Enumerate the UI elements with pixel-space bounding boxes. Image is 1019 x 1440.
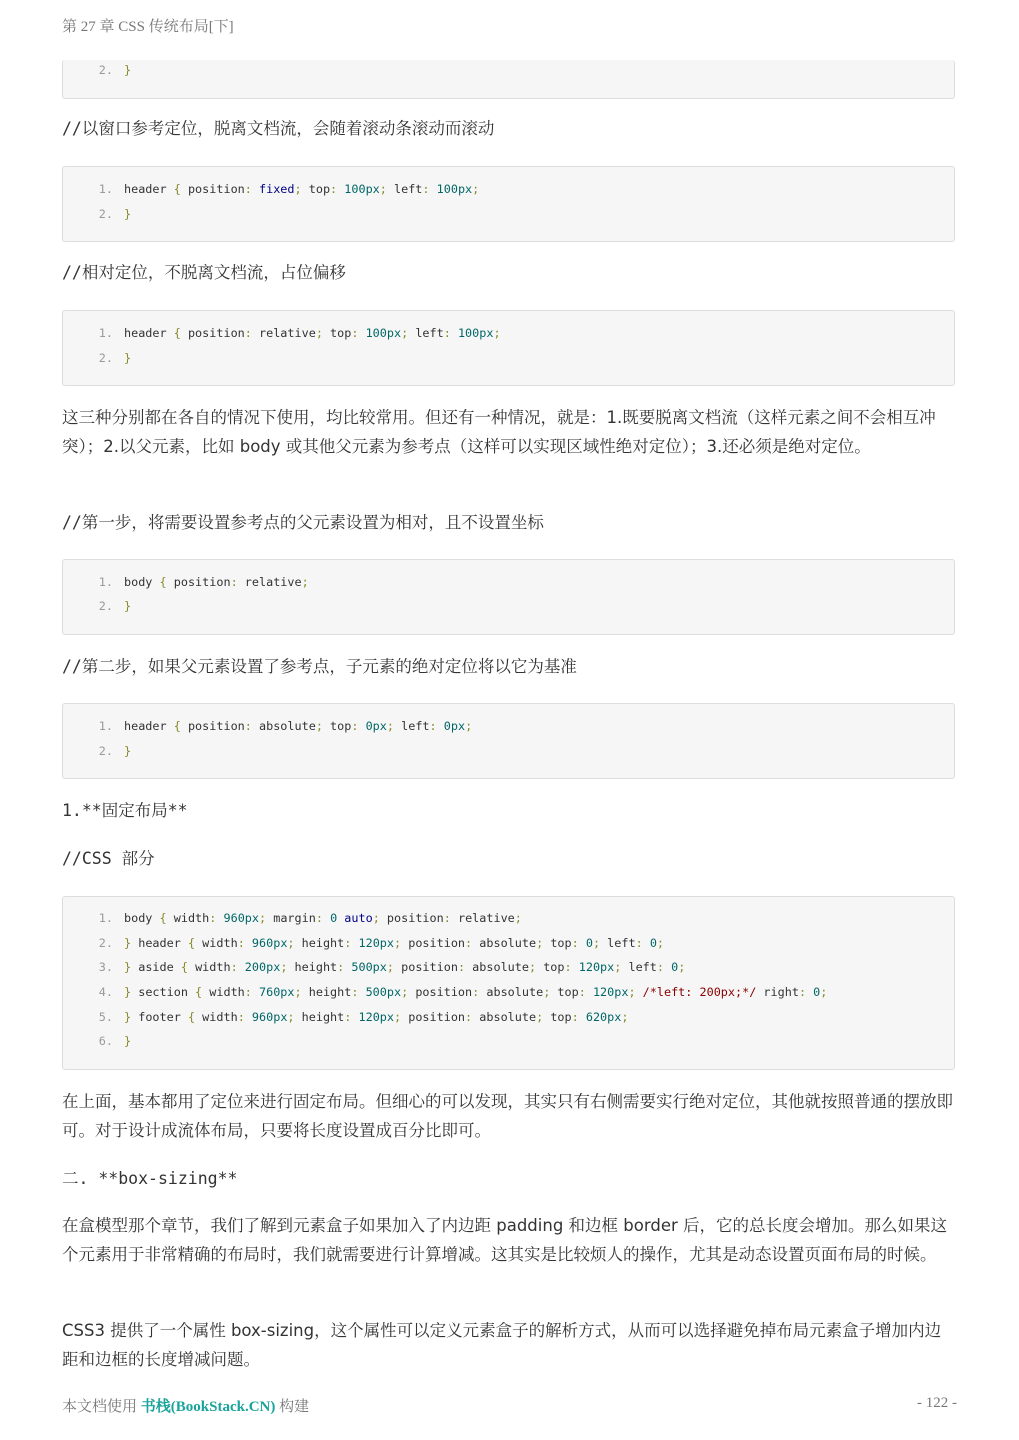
code-line: 5. } footer { width: 960px; height: 120px; position: absolute; top: 620px;: [98, 1010, 629, 1024]
code-comment: //第一步，将需要设置参考点的父元素设置为相对，且不设置坐标: [62, 513, 544, 532]
code-line: 1. header { position: absolute; top: 0px; left: 0px;: [98, 719, 473, 733]
code-line: 1. header { position: fixed; top: 100px; left: 100px;: [98, 182, 480, 196]
code-line: 2. }: [98, 207, 132, 221]
paragraph: 在上面，基本都用了定位来进行固定布局。但细心的可以发现，其实只有右侧需要实行绝对定位，其他就按照普通的摆放即可。对于设计成流体布局，只要将长度设置成百分比即可。: [62, 1092, 953, 1140]
code-block-0: [62, 60, 955, 99]
page-number: - 122 -: [917, 1395, 957, 1411]
code-comment: //第二步，如果父元素设置了参考点，子元素的绝对定位将以它为基准: [62, 657, 577, 676]
code-comment: //CSS 部分: [62, 849, 155, 868]
code-line: 6. }: [98, 1034, 132, 1048]
code-comment: //以窗口参考定位，脱离文档流，会随着滚动条滚动而滚动: [62, 119, 495, 138]
code-block-5: [62, 896, 955, 1070]
bookstack-link[interactable]: 书栈(BookStack.CN): [140, 1399, 276, 1415]
code-block-1: [62, 166, 955, 242]
code-block-2: [62, 310, 955, 386]
code-line: 1. header { position: relative; top: 100px; left: 100px;: [98, 326, 501, 340]
code-block-3: [62, 559, 955, 635]
code-line: 2. }: [98, 744, 132, 758]
paragraph: 这三种分别都在各自的情况下使用，均比较常用。但还有一种情况，就是：1.既要脱离文档流（这样元素之间不会相互冲突）；2.以父元素，比如 body 或其他父元素为参考点（这样可以实现区域性绝对定位）；3.还必须是绝对定位。: [62, 408, 936, 456]
code-block-4: [62, 703, 955, 779]
footer-prefix: 本文档使用: [62, 1399, 138, 1415]
chapter-header: 第 27 章 CSS 传统布局[下]: [62, 19, 234, 35]
code-line: 4. } section { width: 760px; height: 500px; position: absolute; top: 120px; /*left: 200px;*/ right: 0;: [98, 985, 828, 999]
code-comment: //相对定位，不脱离文档流，占位偏移: [62, 263, 346, 282]
paragraph: CSS3 提供了一个属性 box-sizing，这个属性可以定义元素盒子的解析方式，从而可以选择避免掉布局元素盒子增加内边距和边框的长度增减问题。: [62, 1321, 942, 1369]
code-line: 1. body { width: 960px; margin: 0 auto; position: relative;: [98, 911, 522, 925]
footer-credit: [62, 1395, 309, 1416]
code-line: 2. }: [98, 351, 132, 365]
code-line: 2. }: [98, 63, 132, 77]
section-heading: 1.**固定布局**: [62, 801, 188, 820]
paragraph: 在盒模型那个章节，我们了解到元素盒子如果加入了内边距 padding 和边框 border 后，它的总长度会增加。那么如果这个元素用于非常精确的布局时，我们就需要进行计算增减。这其实是比较烦人的操作，尤其是动态设置页面布局的时候。: [62, 1216, 947, 1264]
code-line: 2. }: [98, 599, 132, 613]
section-heading: 二. **box-sizing**: [62, 1169, 238, 1188]
code-line: 3. } aside { width: 200px; height: 500px; position: absolute; top: 120px; left: 0;: [98, 960, 686, 974]
code-line: 1. body { position: relative;: [98, 575, 309, 589]
footer-suffix: 构建: [279, 1399, 310, 1415]
code-line: 2. } header { width: 960px; height: 120px; position: absolute; top: 0; left: 0;: [98, 936, 665, 950]
